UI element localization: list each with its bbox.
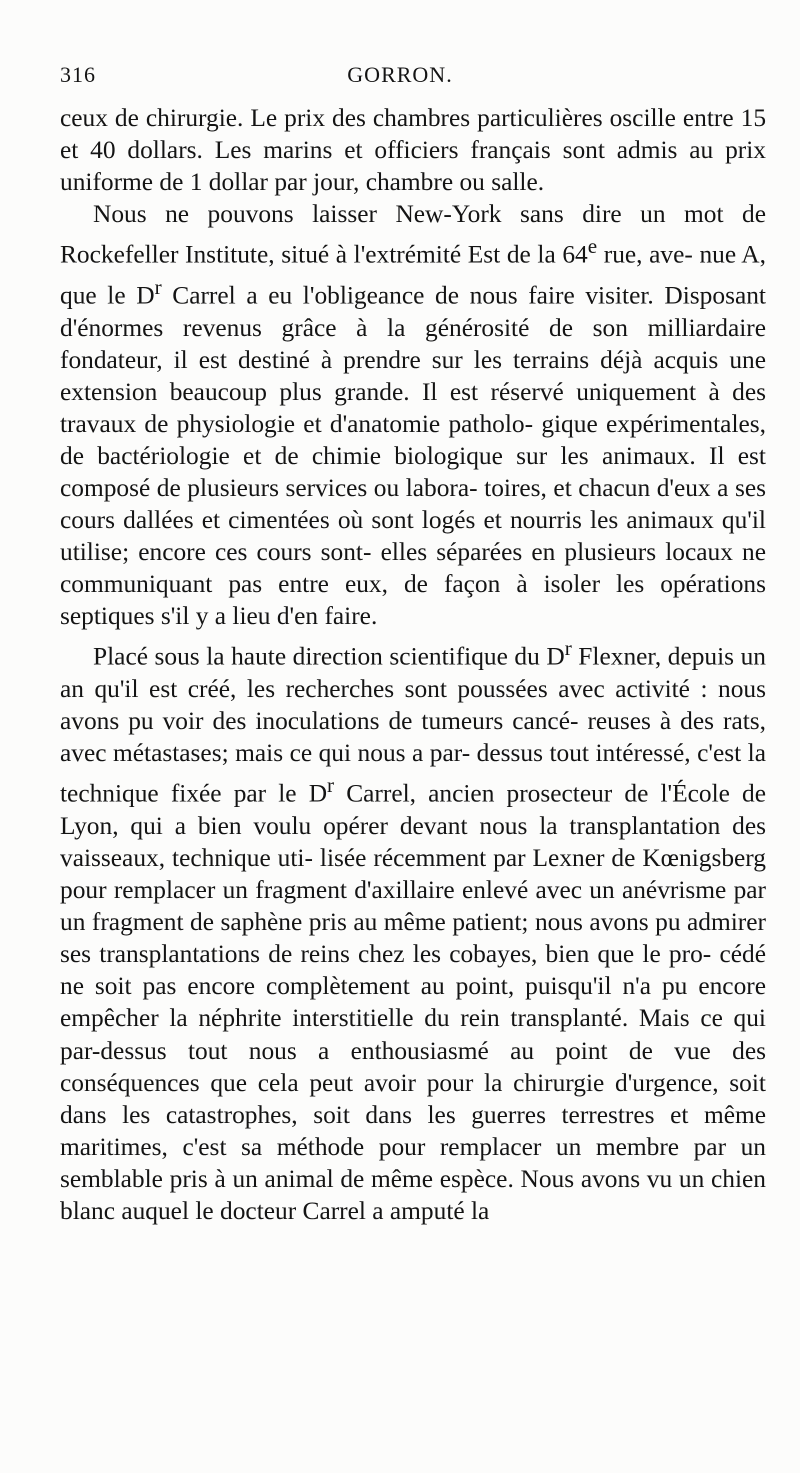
body-text — [60, 102, 766, 1227]
paragraph-3: Placé sous la haute direction scientifique du $D^r$ Flexner, depuis un an qu'il est créé, les recherches sont poussées avec activité : nous avons pu voir des inoculations de tumeurs cancé- reuses à des rats, avec métastases; mais ce qui nous a par- dessus tout intéressé, c'est la technique fixée par le $D^r$ Carrel, ancien prosecteur de l'École de Lyon, qui a bien voulu opérer devant nous la transplantation des vaisseaux, technique uti- lisée récemment par Lexner de Kœnigsberg pour remplacer un fragment d'axillaire enlevé avec un anévrisme par un fragment de saphène pris au même patient; nous avons pu admirer ses transplantations de reins chez les cobayes, bien que le pro- cédé ne soit pas encore complètement au point, puisqu'il n'a pu encore empêcher la néphrite interstitielle du rein transplanté. Mais ce qui par-dessus tout nous a enthousiasmé au point de vue des conséquences que cela peut avoir pour la chirurgie d'urgence, soit dans les catastrophes, soit dans les guerres terrestres et même maritimes, c'est sa méthode pour remplacer un membre par un semblable pris à un animal de même espèce. Nous avons vu un chien blanc auquel le docteur Carrel a amputé la — [60, 636, 767, 1225]
page-header — [60, 62, 740, 92]
paragraph-2: Nous ne pouvons laisser New-York sans dire un mot de Rockefeller Institute, situé à l'extrémité Est de la 64e rue, ave- nue A, que le $D^r$ Carrel a eu l'obligeance de nous faire visiter. Disposant d'énormes revenus grâce à la générosité de son milliardaire fondateur, il est destiné à prendre sur les terrains déjà acquis une extension beaucoup plus grande. Il est réservé uniquement à des travaux de physiologie et d'anatomie patholo- gique expérimentales, de bactériologie et de chimie biologique sur les animaux. Il est composé de plusieurs services ou labora- toires, et chacun d'eux a ses cours dallées et cimentées où sont logés et nourris les animaux qu'il utilise; encore ces cours sont- elles séparées en plusieurs locaux ne communiquant pas entre eux, de façon à isoler les opérations septiques s'il y a lieu d'en faire. — [60, 200, 767, 631]
paragraph-1: ceux de chirurgie. Le prix des chambres particulières oscille entre 15 et 40 dollars. Les marins et officiers français sont admis au prix uniforme de 1 dollar par jour, chambre ou salle. — [60, 104, 767, 197]
page-number: 316 — [60, 62, 96, 87]
running-title: GORRON. — [347, 62, 453, 87]
